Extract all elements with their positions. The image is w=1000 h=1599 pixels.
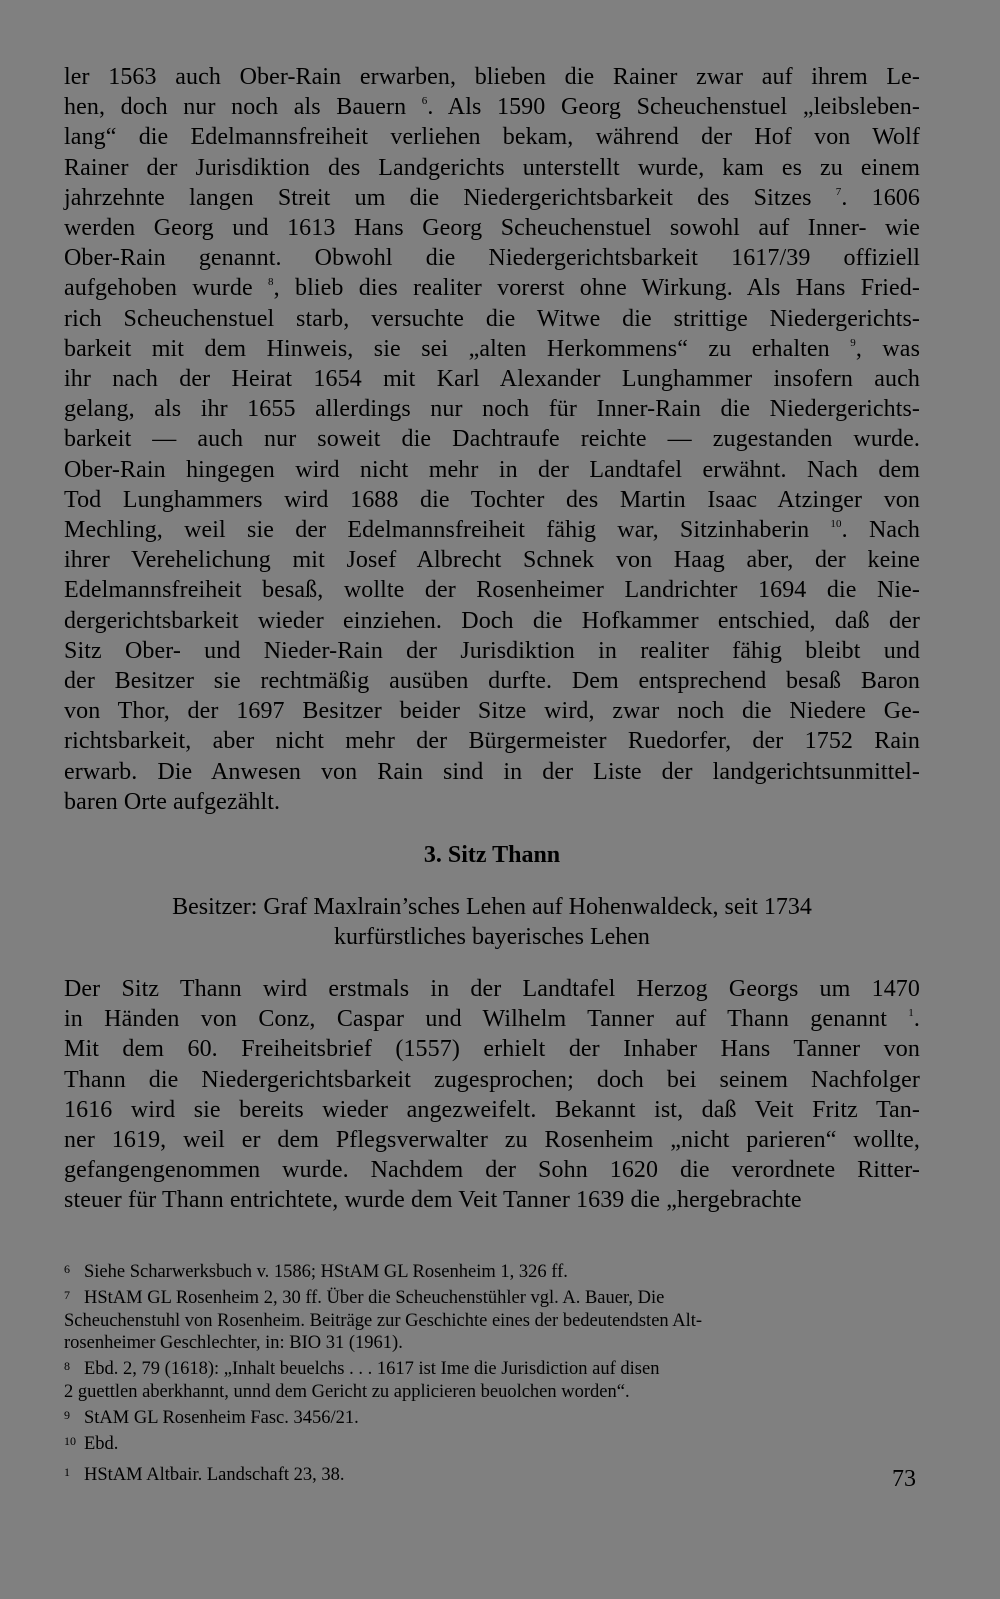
footnote: 1 HStAM Altbair. Landschaft 23, 38. <box>64 1461 920 1487</box>
section-1-line: ler 1563 auch Ober-Rain erwarben, blieben die Rainer zwar auf ihrem Le- <box>64 64 920 90</box>
section-1-line: gelang, als ihr 1655 allerdings nur noch für Inner-Rain die Niedergerichts- <box>64 396 920 423</box>
section-2-line: gefangengenommen wurde. Nachdem der Sohn 1620 die verordnete Ritter- <box>64 1157 920 1184</box>
section-1-line: richtsbarkeit, aber nicht mehr der Bürgermeister Ruedorfer, der 1752 Rain <box>64 728 920 755</box>
section-1-paragraph <box>64 62 920 817</box>
footnote: 10 Ebd. <box>64 1430 920 1456</box>
section-1-line: hen, doch nur noch als Bauern $^6$. Als 1590 Georg Scheuchenstuel „leibsleben- <box>64 94 920 121</box>
document-page <box>64 62 921 1486</box>
section-2-line: Mit dem 60. Freiheitsbrief (1557) erhielt der Inhaber Hans Tanner von <box>64 1036 920 1063</box>
section-2-line: steuer für Thann entrichtete, wurde dem Veit Tanner 1639 die „hergebrachte <box>64 1187 802 1214</box>
section-1-line: der Besitzer sie rechtmäßig ausüben durfte. Dem entsprechend besaß Baron <box>64 668 920 695</box>
footnote-number: 9 <box>64 1407 70 1422</box>
subheading-line-1: Besitzer: Graf Maxlrain’sches Lehen auf Hohenwaldeck, seit 1734 <box>172 894 812 920</box>
footnote: 6 Siehe Scharwerksbuch v. 1586; HStAM GL Rosenheim 1, 326 ff. <box>64 1258 920 1284</box>
section-1-line: Rainer der Jurisdiktion des Landgerichts unterstellt wurde, kam es zu einem <box>64 154 920 181</box>
section-1-line: Sitz Ober- und Nieder-Rain der Jurisdiktion in realiter fähig bleibt und <box>64 637 920 664</box>
section-2-line: Der Sitz Thann wird erstmals in der Landtafel Herzog Georgs um 1470 <box>64 976 920 1002</box>
footnote: rosenheimer Geschlechter, in: BIO 31 (1961). <box>64 1333 403 1354</box>
footnote-ref[interactable]: 6 <box>421 95 428 108</box>
section-1-line: erwarb. Die Anwesen von Rain sind in der Liste der landgerichtsunmittel- <box>64 758 920 785</box>
footnote-ref[interactable]: 9 <box>850 336 856 349</box>
section-1-line: werden Georg und 1613 Hans Georg Scheuchenstuel sowohl auf Inner- wie <box>64 215 920 242</box>
footnote: Scheuchenstuhl von Rosenheim. Beiträge zur Geschichte eines der bedeutendsten Alt- <box>64 1310 703 1331</box>
footnote-ref[interactable]: 1 <box>908 1007 914 1020</box>
section-1-line: Mechling, weil sie der Edelmannsfreiheit fähig war, Sitzinhaberin $^{10}$. Nach <box>64 517 920 544</box>
section-1-line: baren Orte aufgezählt. <box>64 788 281 815</box>
page-number: 73 <box>892 1466 916 1492</box>
section-1-line: aufgehoben wurde $^8$, blieb dies realiter vorerst ohne Wirkung. Als Hans Fried- <box>64 275 920 302</box>
subheading-line-2: kurfürstliches bayerisches Lehen <box>334 924 650 950</box>
footnote-number: 7 <box>64 1287 70 1302</box>
footnote-number: 1 <box>64 1465 70 1480</box>
section-1-line: ihr nach der Heirat 1654 mit Karl Alexander Lunghammer insofern auch <box>64 366 920 393</box>
footnote-number: 10 <box>64 1433 76 1448</box>
section-1-line: barkeit mit dem Hinweis, sie sei „alten Herkommens“ zu erhalten $^9$, was <box>64 335 921 362</box>
section-1-line: jahrzehnte langen Streit um die Niedergerichtsbarkeit des Sitzes $^7$. 1606 <box>64 184 920 211</box>
section-heading: 3. Sitz Thann <box>423 842 561 868</box>
section-2-line: 1616 wird sie bereits wieder angezweifelt. Bekannt ist, daß Veit Fritz Tan- <box>64 1096 920 1123</box>
footnote-ref[interactable]: 8 <box>268 276 274 289</box>
section-1-line: ihrer Verehelichung mit Josef Albrecht Schnek von Haag aber, der keine <box>64 547 920 574</box>
footnotes <box>64 1258 920 1487</box>
section-1-line: dergerichtsbarkeit wieder einziehen. Doch die Hofkammer entschied, daß der <box>64 607 920 634</box>
section-2-paragraph <box>64 974 920 1216</box>
footnote: 9 StAM GL Rosenheim Fasc. 3456/21. <box>64 1404 920 1430</box>
section-1-line: Edelmannsfreiheit besaß, wollte der Rosenheimer Landrichter 1694 die Nie- <box>64 577 920 604</box>
footnote: 7 HStAM GL Rosenheim 2, 30 ff. Über die Scheuchenstühler vgl. A. Bauer, Die <box>64 1284 920 1310</box>
footnote-number: 8 <box>64 1359 70 1374</box>
section-1-line: rich Scheuchenstuel starb, versuchte die Witwe die strittige Niedergerichts- <box>64 305 920 332</box>
section-1-line: Ober-Rain genannt. Obwohl die Niedergerichtsbarkeit 1617/39 offiziell <box>64 245 920 272</box>
footnote-ref[interactable]: 10 <box>830 518 842 531</box>
section-1-line: von Thor, der 1697 Besitzer beider Sitze wird, zwar noch die Niedere Ge- <box>64 698 920 725</box>
section-1-line: Ober-Rain hingegen wird nicht mehr in der Landtafel erwähnt. Nach dem <box>64 456 920 483</box>
section-1-line: barkeit — auch nur soweit die Dachtraufe reichte — zugestanden wurde. <box>64 426 920 453</box>
footnote-ref[interactable]: 7 <box>835 185 842 198</box>
section-subheading <box>64 892 920 952</box>
section-2-line: ner 1619, weil er dem Pflegsverwalter zu Rosenheim „nicht parieren“ wollte, <box>64 1127 920 1154</box>
section-1-line: Tod Lunghammers wird 1688 die Tochter des Martin Isaac Atzinger von <box>64 486 920 513</box>
section-2-line: in Händen von Conz, Caspar und Wilhelm Tanner auf Thann genannt $^1$. <box>64 1006 920 1033</box>
section-2-line: Thann die Niedergerichtsbarkeit zugesprochen; doch bei seinem Nachfolger <box>64 1066 920 1093</box>
footnote-number: 6 <box>64 1262 70 1276</box>
section-1-line: lang“ die Edelmannsfreiheit verliehen bekam, während der Hof von Wolf <box>64 124 920 151</box>
footnote: 2 guettlen aberkhannt, unnd dem Gericht zu applicieren beuolchen worden“. <box>64 1381 630 1402</box>
footnote: 8 Ebd. 2, 79 (1618): „Inhalt beuelchs . . . 1617 ist Ime die Jurisdiction auf disen <box>64 1355 920 1381</box>
